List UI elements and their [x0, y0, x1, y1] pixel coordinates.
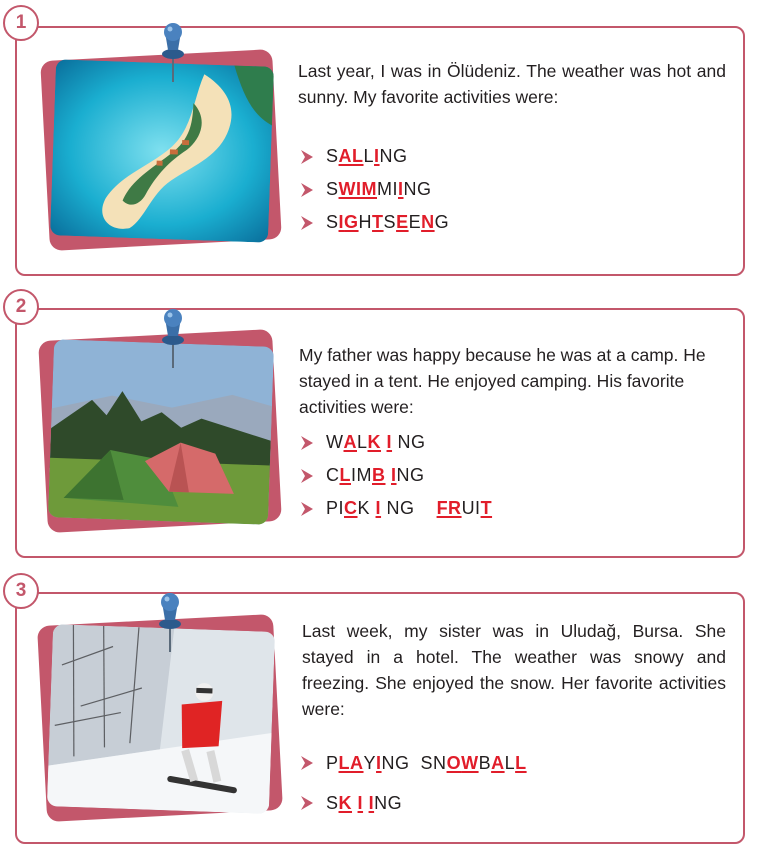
given-letters: PI: [326, 498, 345, 518]
given-letters: NG: [381, 498, 415, 518]
answer-letters: T: [480, 498, 493, 518]
activity-word: [326, 179, 432, 200]
answer-letters: E: [396, 212, 409, 232]
activity-item: [298, 492, 492, 525]
chevron-right-icon: [298, 181, 316, 199]
activity-word: [326, 146, 408, 167]
answer-letters: I: [398, 179, 404, 199]
activity-list-2: [298, 426, 492, 525]
answer-letters: W: [461, 752, 479, 773]
given-letters: S: [326, 212, 339, 232]
answer-letters: A: [491, 752, 505, 773]
given-letters: L: [363, 146, 375, 166]
answer-letters: A: [343, 432, 357, 452]
answer-letters: B: [372, 465, 386, 485]
chevron-right-icon: [298, 467, 316, 485]
answer-letters: T: [372, 212, 384, 232]
given-letters: G: [434, 212, 450, 232]
section-number-3: 3: [3, 573, 39, 609]
answer-letters: WIM: [338, 179, 377, 199]
section-paragraph-3: Last week, my sister was in Uludağ, Bursa. She stayed in a hotel. The weather was snowy and freezing. She enjoyed the snow. Her favorite activities were:: [302, 621, 726, 719]
given-letters: B: [478, 752, 492, 773]
answer-letters: L: [339, 465, 351, 485]
chevron-right-icon: [298, 148, 316, 166]
chevron-right-icon: [298, 754, 316, 772]
push-pin-icon: [153, 306, 193, 370]
answer-letters: I: [338, 212, 345, 232]
section-number-2: 2: [3, 289, 39, 325]
activity-item: [298, 743, 527, 783]
activity-item: [298, 459, 492, 492]
answer-letters: I: [376, 752, 382, 773]
given-letters: IM: [351, 465, 372, 485]
activity-item: [298, 206, 449, 239]
given-letters: NG: [374, 792, 403, 813]
answer-letters: A: [338, 146, 353, 166]
section-number-1: 1: [3, 5, 39, 41]
answer-letters: I: [386, 432, 393, 452]
activity-list-3: [298, 743, 527, 823]
activity-word: [326, 753, 527, 774]
given-letters: NG: [392, 432, 426, 452]
answer-letters: I: [368, 792, 375, 813]
given-letters: Y: [363, 752, 377, 773]
answer-letters: O: [446, 752, 462, 773]
answer-letters: C: [344, 498, 358, 518]
answer-letters: I: [391, 465, 397, 485]
activity-item: [298, 426, 492, 459]
answer-letters: N: [421, 212, 435, 232]
activity-word: [326, 498, 492, 519]
given-letters: L: [357, 432, 368, 452]
activity-item: [298, 173, 449, 206]
answer-letters: I: [374, 146, 380, 166]
given-letters: L: [504, 752, 516, 773]
answer-letters: L: [338, 752, 351, 773]
given-letters: P: [326, 752, 339, 773]
given-letters: S: [326, 179, 339, 199]
given-letters: S: [326, 146, 339, 166]
answer-letters: L: [515, 752, 527, 773]
given-letters: K: [357, 498, 376, 518]
chevron-right-icon: [298, 794, 316, 812]
chevron-right-icon: [298, 214, 316, 232]
activity-list-1: [298, 140, 449, 239]
answer-letters: I: [375, 498, 382, 518]
chevron-right-icon: [298, 500, 316, 518]
given-letters: MI: [377, 179, 398, 199]
answer-letters: G: [344, 212, 359, 232]
answer-letters: I: [357, 792, 364, 813]
given-letters: NG: [379, 146, 408, 166]
answer-letters: L: [352, 146, 364, 166]
given-letters: H: [358, 212, 373, 232]
beach-lagoon-image: [50, 59, 274, 243]
given-letters: S: [326, 792, 339, 813]
answer-letters: K: [367, 432, 382, 452]
answer-letters: A: [350, 752, 364, 773]
given-letters: W: [326, 432, 344, 452]
activity-word: [326, 793, 402, 814]
section-paragraph-2: My father was happy because he was at a camp. He stayed in a tent. He enjoyed camping. His favorite activities were:: [299, 345, 706, 417]
activity-word: [326, 212, 449, 233]
activity-word: [326, 465, 425, 486]
given-letters: NG: [396, 465, 425, 485]
given-letters: NG SN: [381, 752, 447, 773]
given-letters: S: [383, 212, 397, 232]
activity-word: [326, 432, 426, 453]
given-letters: NG: [403, 179, 432, 199]
answer-letters: K: [338, 792, 353, 813]
chevron-right-icon: [298, 434, 316, 452]
given-letters: E: [408, 212, 422, 232]
push-pin-icon: [153, 20, 193, 84]
activity-item: [298, 140, 449, 173]
given-letters: C: [326, 465, 340, 485]
section-paragraph-1: Last year, I was in Ölüdeniz. The weather was hot and sunny. My favorite activities were:: [298, 61, 726, 107]
given-letters: UI: [461, 498, 481, 518]
push-pin-icon: [150, 590, 190, 654]
answer-letters: FR: [436, 498, 462, 518]
activity-item: [298, 783, 527, 823]
